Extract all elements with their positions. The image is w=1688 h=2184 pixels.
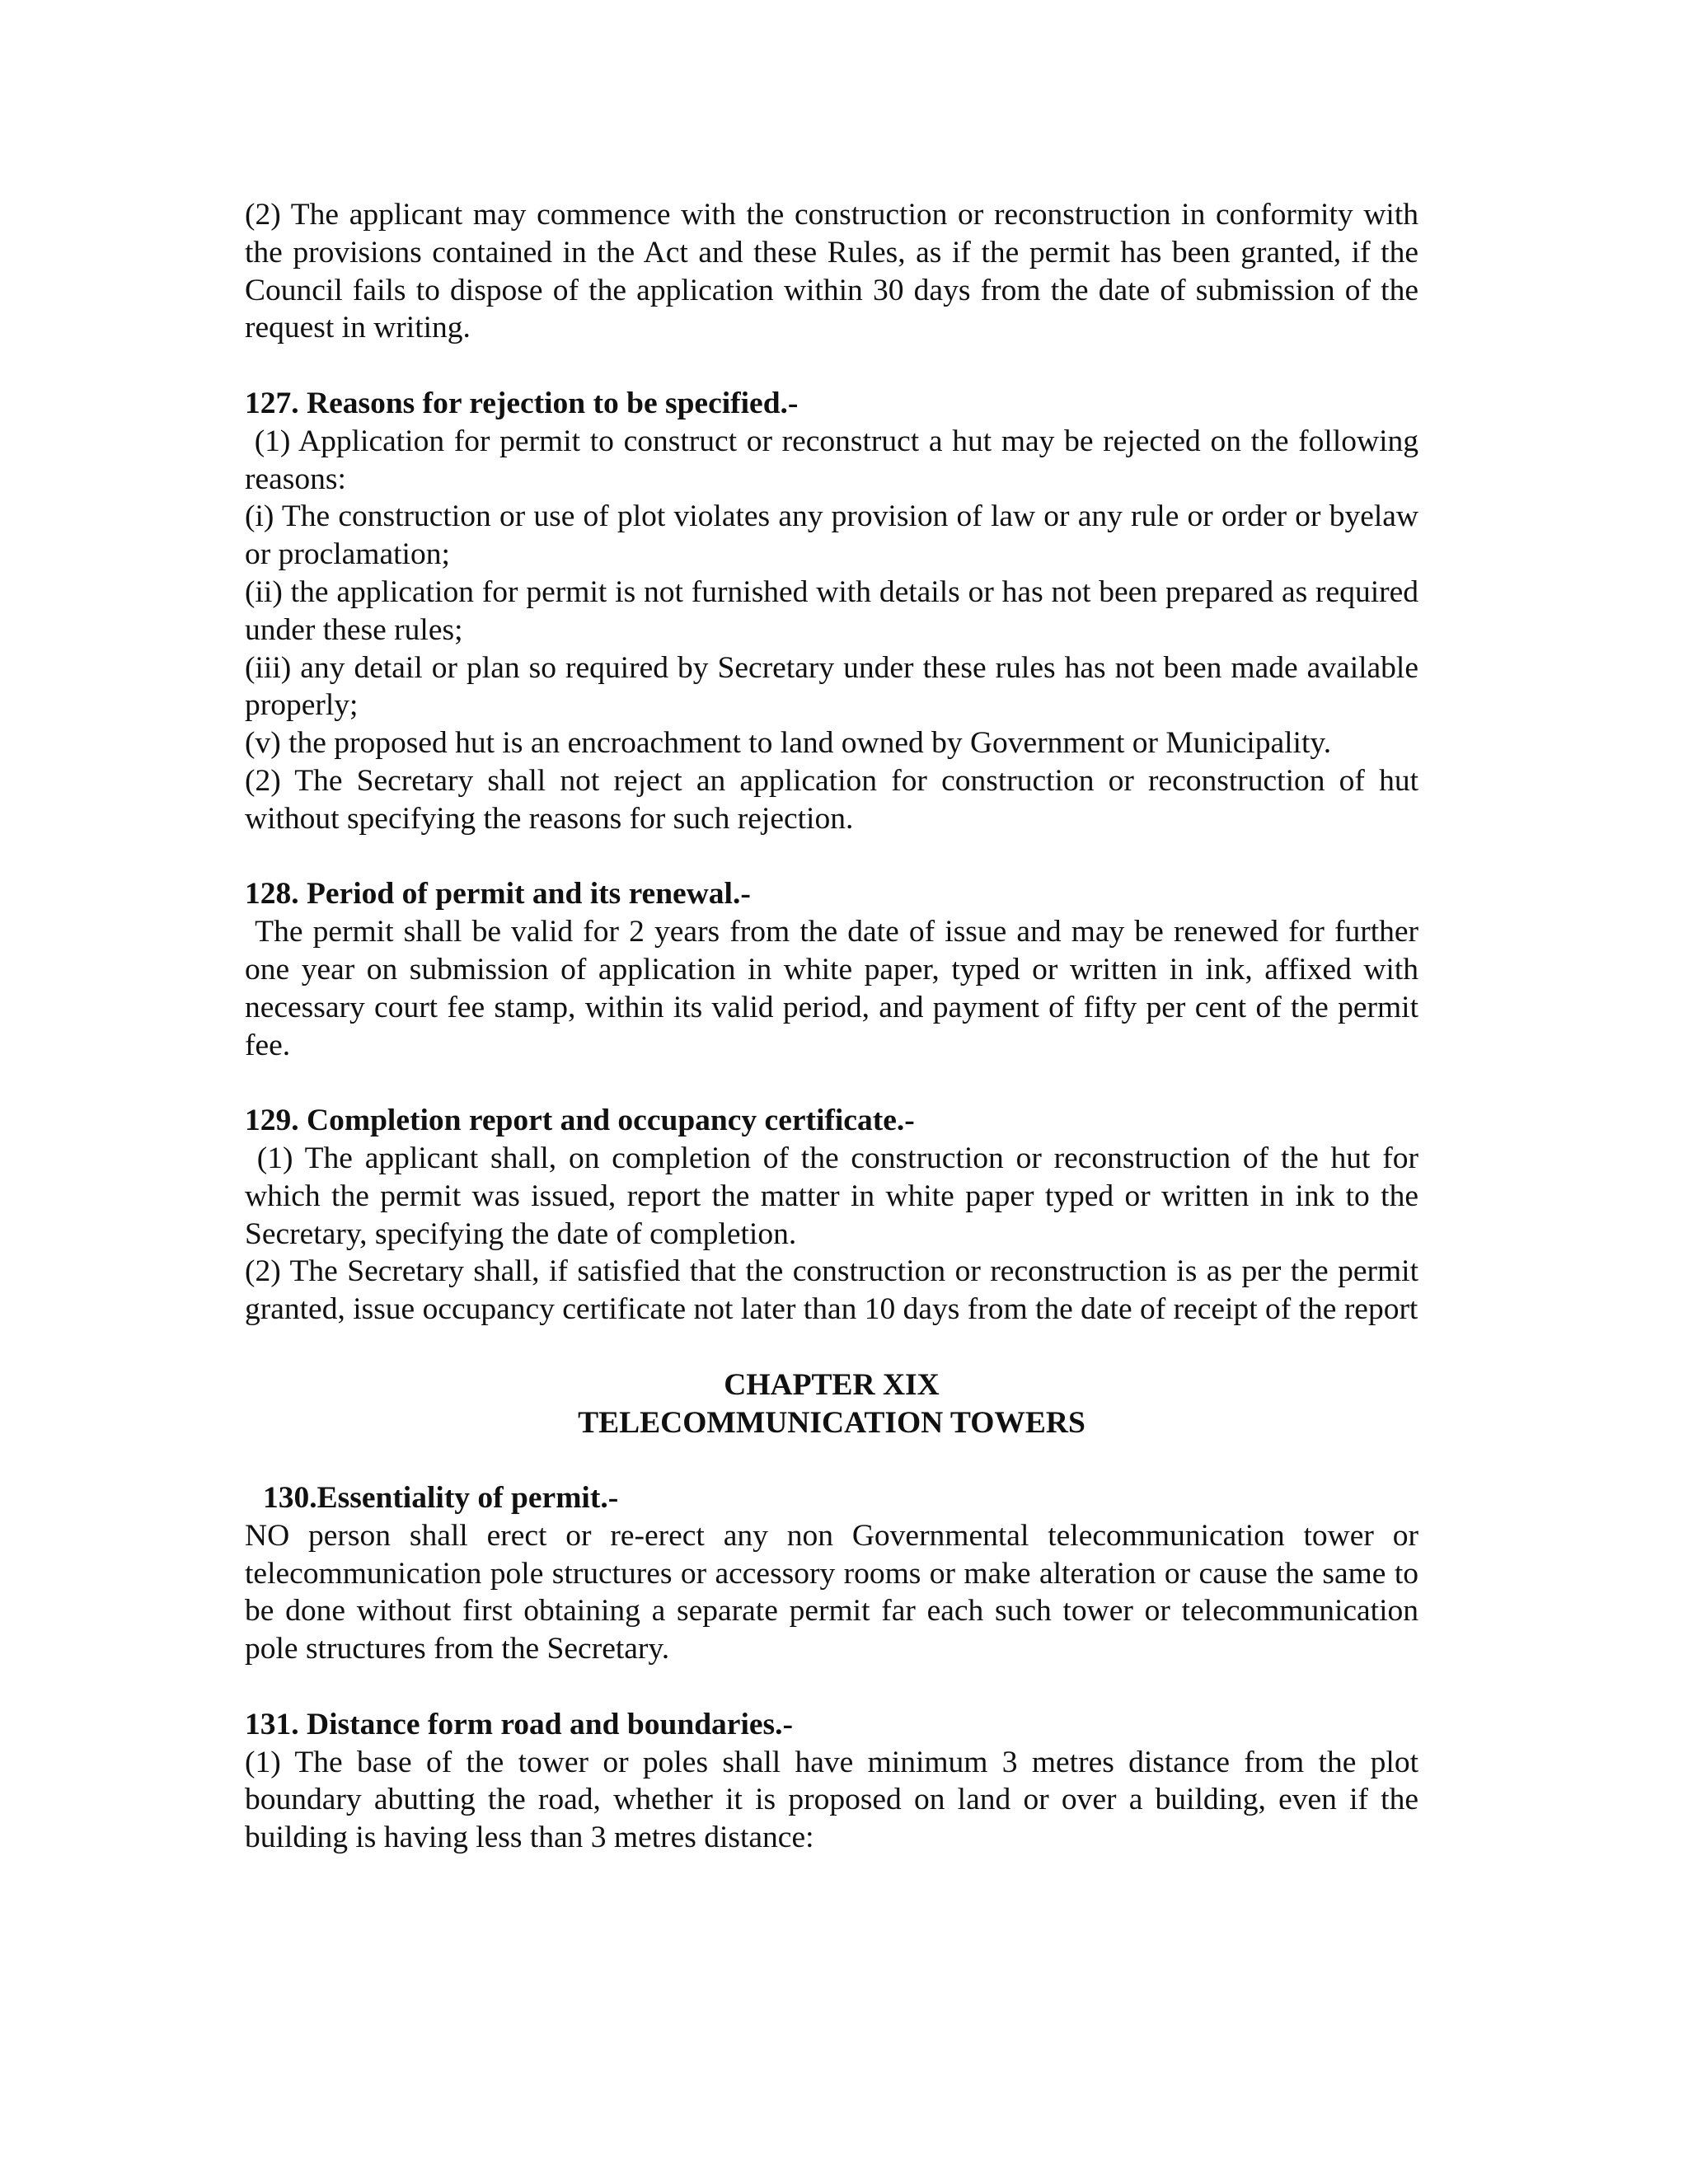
section-127-item-iii: (iii) any detail or plan so required by Secretary under these rules has not been made available properly; [245, 650, 1418, 723]
section-131-heading: 131. Distance form road and boundaries.- [245, 1707, 793, 1741]
section-127-para-2: (2) The Secretary shall not reject an application for construction or reconstruction of hut without specifying the reasons for such rejection. [245, 763, 1418, 836]
section-127-item-i: (i) The construction or use of plot violates any provision of law or any rule or order or byelaw or proclamation; [245, 499, 1418, 572]
section-129-para-2: (2) The Secretary shall, if satisfied that the construction or reconstruction is as per the permit granted, issue occupancy certificate not later than 10 days from the date of receipt of the report [245, 1254, 1418, 1327]
spacer [245, 838, 1418, 876]
section-128-heading: 128. Period of permit and its renewal.- [245, 877, 751, 912]
chapter-title: TELECOMMUNICATION TOWERS [578, 1405, 1085, 1440]
spacer [245, 1064, 1418, 1102]
section-127-item-ii: (ii) the application for permit is not furnished with details or has not been prepared as required under these rules; [245, 574, 1418, 647]
spacer [245, 1329, 1418, 1366]
section-127-heading: 127. Reasons for rejection to be specified.- [245, 386, 799, 420]
section-129-para-1: (1) The applicant shall, on completion of the construction or reconstruction of the hut for which the permit was issued, report the matter in white paper typed or written in ink to the Secretary, specifying the date of completion. [245, 1141, 1427, 1251]
section-126-para-2: (2) The applicant may commence with the construction or reconstruction in conformity with the provisions contained in the Act and these Rules, as if the permit has been granted, if the Council fails to dispose of the application within 30 days from the date of submission of the request in writing. [245, 198, 1418, 345]
spacer [245, 1668, 1418, 1706]
section-129-heading: 129. Completion report and occupancy certificate.- [245, 1104, 915, 1138]
section-130-para-1: NO person shall erect or re-erect any non Governmental telecommunication tower or telecommunication pole structures or accessory rooms or make alteration or cause the same to be done without first obtaining a separate permit far each such tower or telecommunication pole structures from the Secretary. [245, 1518, 1418, 1666]
section-128-para-1: The permit shall be valid for 2 years from the date of issue and may be renewed for further one year on submission of application in white paper, typed or written in ink, affixed with necessary court fee stamp, within its valid period, and payment of fifty per cent of the permit fee. [245, 915, 1427, 1062]
chapter-number: CHAPTER XIX [724, 1367, 940, 1402]
section-127-item-v: (v) the proposed hut is an encroachment to land owned by Government or Municipality. [245, 726, 1332, 761]
spacer [245, 1441, 1418, 1479]
spacer [245, 347, 1418, 385]
section-131-para-1: (1) The base of the tower or poles shall have minimum 3 metres distance from the plot boundary abutting the road, whether it is proposed on land or over a building, even if the building is having less than 3 metres distance: [245, 1745, 1418, 1855]
section-127-para-1: (1) Application for permit to construct or reconstruct a hut may be rejected on the following reasons: [245, 424, 1427, 496]
document-page [245, 196, 1427, 1857]
section-130-heading: 130.Essentiality of permit.- [263, 1481, 619, 1516]
